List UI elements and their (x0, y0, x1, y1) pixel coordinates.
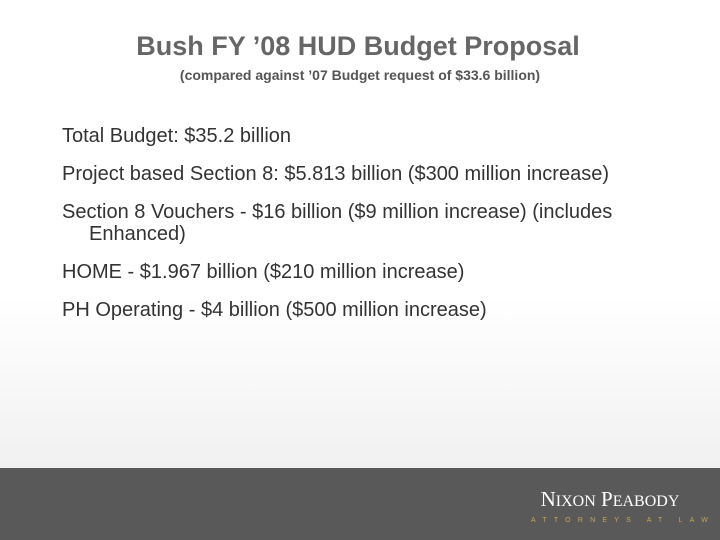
slide-title: Bush FY ’08 HUD Budget Proposal (136, 31, 580, 61)
bullet-ph-operating: PH Operating - $4 billion ($500 million increase) (62, 299, 487, 321)
bullet-list (62, 125, 652, 337)
logo-tagline: ATTORNEYS AT LAW (531, 517, 716, 524)
slide-subtitle: (compared against ’07 Budget request of $33.6 billion) (179, 67, 541, 83)
bullet-home: HOME - $1.967 billion ($210 million increase) (62, 261, 465, 283)
bullet-total-budget: Total Budget: $35.2 billion (62, 125, 292, 147)
logo-name: NIXON PEABODY (540, 487, 680, 511)
company-logo (525, 487, 716, 526)
bullet-project-based-section-8: Project based Section 8: $5.813 billion ($300 million increase) (62, 163, 609, 185)
bullet-section-8-vouchers: Section 8 Vouchers - $16 billion ($9 million increase) (includes Enhanced) (62, 201, 613, 245)
